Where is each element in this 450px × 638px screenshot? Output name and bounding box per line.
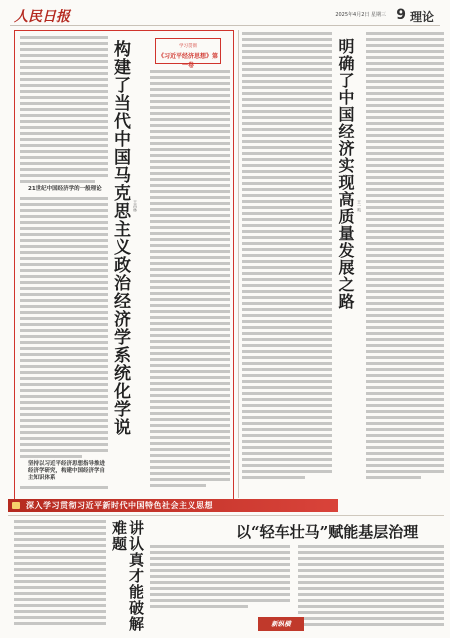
column-tag: [155, 38, 221, 69]
column-divider: [238, 30, 239, 498]
series-banner: [8, 499, 338, 512]
series-banner-text: 深入学习贯彻习近平新时代中国特色社会主义思想: [26, 501, 213, 510]
issue-date: 2025年4月2日 星期三: [335, 12, 386, 18]
bottom-right-title: 以“轻车壮马”赋能基层治理: [236, 523, 419, 541]
main-subhead-2: 坚持以习近平经济思想指导推进经济学研究，构建中国经济学自主知识体系: [28, 461, 106, 481]
main-article-body-right: [150, 70, 230, 494]
right-article-author: 王一鸣: [357, 200, 362, 212]
newspaper-logo: 人民日报: [14, 9, 70, 25]
main-article-body-left: [20, 36, 108, 492]
section-divider: [8, 515, 444, 516]
page-number: 9: [396, 7, 406, 23]
banner-emblem-icon: [12, 502, 20, 509]
main-article-title: 构建了当代中国马克思主义政治经济学系统化学说: [110, 40, 130, 436]
bottom-left-body: [14, 520, 106, 632]
main-article-author: 王昌林: [133, 200, 138, 212]
middle-article-body: [242, 32, 332, 496]
masthead: [10, 6, 440, 26]
right-article-title: 明确了中国经济实现高质量发展之路: [336, 38, 355, 310]
column-badge: 新纵横: [258, 617, 304, 631]
column-tag-line1: 学习贯彻: [179, 44, 197, 49]
bottom-middle-body: [150, 545, 290, 615]
bottom-left-title: 讲认真才能破解难题: [110, 520, 145, 632]
bottom-right-body: [298, 545, 444, 633]
section-name: 理论: [409, 10, 434, 24]
column-tag-line2: 《习近平经济思想》第一卷: [157, 53, 218, 69]
main-subhead-1: 21世纪中国经济学的一般理论: [28, 186, 102, 192]
right-article-body: [366, 32, 444, 496]
